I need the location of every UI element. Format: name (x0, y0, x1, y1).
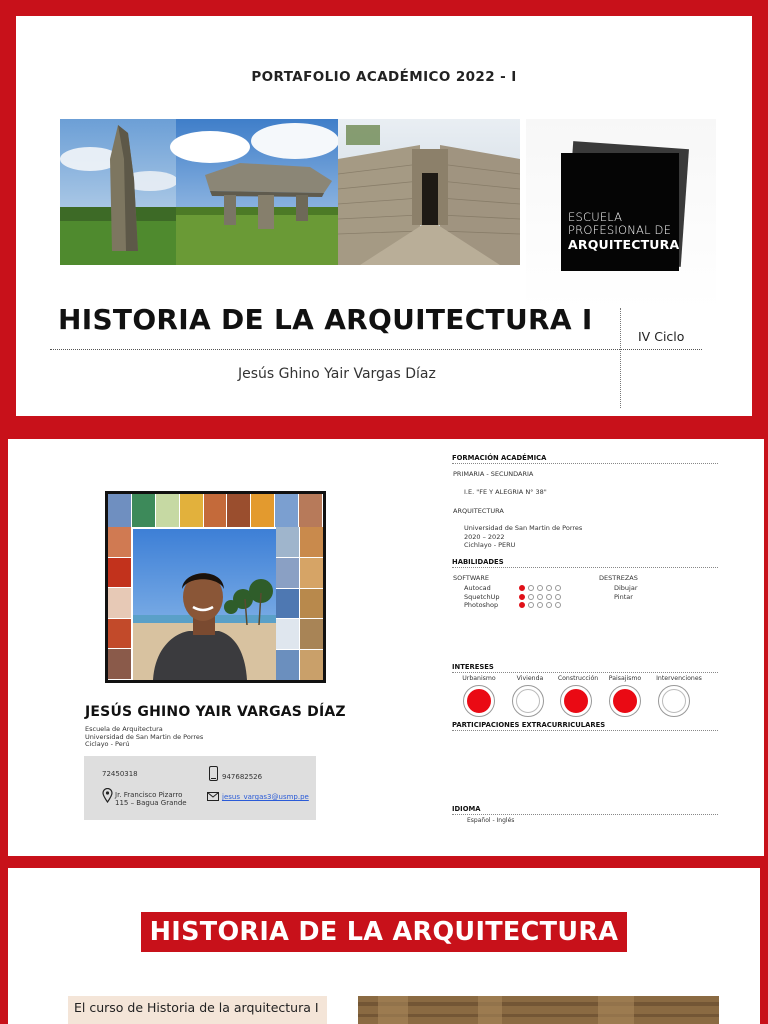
course-photo (358, 996, 719, 1024)
profile-photo (133, 529, 276, 680)
idioma-heading: IDIOMA (452, 805, 718, 815)
logo-line-3: ARQUITECTURA (568, 237, 680, 252)
destreza-dibujar: Dibujar (614, 584, 638, 592)
address (115, 791, 187, 807)
email-link[interactable]: jesus_vargas3@usmp.pe (222, 793, 309, 801)
author-name: Jesús Ghino Yair Vargas Díaz (238, 366, 436, 382)
interest-label-construccion: Construcción (557, 675, 599, 682)
interest-label-vivienda: Vivienda (516, 675, 544, 682)
address-line-2: 115 – Bagua Grande (115, 799, 187, 807)
address-line-1: Jr. Francisco Pizarro (115, 791, 183, 799)
habilidades-heading: HABILIDADES (452, 558, 718, 568)
university-line-1: Universidad de San Martin de Porres (464, 524, 583, 532)
formacion-heading: FORMACIÓN ACADÉMICA (452, 454, 718, 464)
interest-circle-construccion (560, 685, 592, 717)
location-pin-icon (102, 788, 113, 803)
logo-line-1: ESCUELA (568, 210, 623, 224)
contact-box (84, 756, 316, 820)
school-line-1: Escuela de Arquitectura (85, 725, 163, 733)
architecture-mosaic-left (108, 527, 131, 680)
destrezas-label: DESTREZAS (599, 574, 638, 582)
school-logo (561, 153, 679, 271)
formacion-level-1: PRIMARIA - SECUNDARIA (453, 470, 534, 478)
phone-number: 947682526 (222, 773, 263, 781)
participaciones-heading: PARTICIPACIONES EXTRACURRICULARES (452, 721, 718, 731)
dotted-divider-vertical (620, 308, 621, 408)
cv-school-info (85, 726, 203, 749)
cv-page (8, 439, 764, 856)
formacion-university (464, 524, 582, 550)
architecture-mosaic-right (276, 527, 323, 680)
phone-icon (209, 766, 218, 781)
interest-circle-paisajismo (609, 685, 641, 717)
interest-label-intervenciones: Intervenciones (656, 675, 702, 682)
software-label: SOFTWARE (453, 574, 489, 582)
intereses-heading: INTERESES (452, 663, 718, 673)
university-line-3: Cichlayo - PERU (464, 541, 516, 549)
school-line-3: Ciclayo - Perú (85, 740, 130, 749)
sketchup-level-dots (519, 594, 561, 600)
portfolio-header: PORTAFOLIO ACADÉMICO 2022 - I (251, 69, 517, 85)
cycle-label: IV Ciclo (638, 329, 685, 344)
logo-line-2: PROFESIONAL DE (568, 223, 672, 237)
interest-circle-intervenciones (658, 685, 690, 717)
architecture-mosaic-top (108, 494, 323, 527)
university-line-2: 2020 – 2022 (464, 532, 505, 541)
interest-label-urbanismo: Urbanismo (462, 675, 496, 682)
course-title-banner: HISTORIA DE LA ARQUITECTURA I (141, 912, 627, 952)
idioma-value: Español - Inglés (467, 817, 515, 824)
interest-circle-urbanismo (463, 685, 495, 717)
dni-number: 72450318 (102, 770, 138, 778)
software-autocad: Autocad (464, 584, 491, 592)
course-page (8, 868, 760, 1024)
profile-photo-frame (105, 491, 326, 683)
interest-label-paisajismo: Paisajismo (608, 675, 642, 682)
cv-full-name: JESÚS GHINO YAIR VARGAS DÍAZ (85, 704, 346, 720)
formacion-school-1: I.E. "FE Y ALEGRIA N° 38" (464, 488, 547, 496)
destreza-pintar: Pintar (614, 593, 633, 601)
school-line-2: Universidad de San Martin de Porres (85, 732, 204, 741)
software-photoshop: Photoshop (464, 601, 499, 609)
dotted-divider-horizontal (50, 349, 702, 350)
formacion-level-2: ARQUITECTURA (453, 507, 504, 515)
mail-icon (207, 792, 219, 801)
interest-circle-vivienda (512, 685, 544, 717)
autocad-level-dots (519, 585, 561, 591)
course-intro-text: El curso de Historia de la arquitectura I (68, 996, 327, 1024)
course-title: HISTORIA DE LA ARQUITECTURA I (58, 303, 593, 336)
photoshop-level-dots (519, 602, 561, 608)
monument-photo-strip (60, 119, 520, 265)
cover-page (16, 16, 752, 416)
software-sketchup: SquetchUp (464, 593, 500, 601)
